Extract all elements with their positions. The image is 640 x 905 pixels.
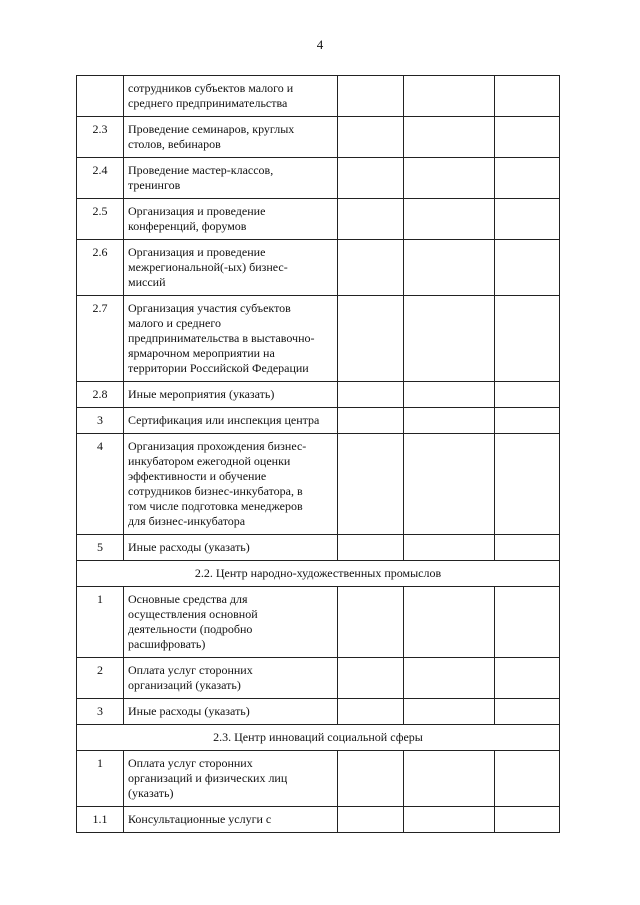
value-cell-1 bbox=[338, 117, 404, 158]
table-row bbox=[77, 658, 560, 699]
row-number: 2.4 bbox=[77, 158, 124, 199]
value-cell-1 bbox=[338, 382, 404, 408]
value-cell-3 bbox=[495, 296, 560, 382]
value-cell-2 bbox=[404, 199, 495, 240]
value-cell-2 bbox=[404, 535, 495, 561]
row-number: 2.7 bbox=[77, 296, 124, 382]
value-cell-3 bbox=[495, 699, 560, 725]
row-description: Оплата услуг сторонних организаций (указать) bbox=[124, 658, 338, 699]
value-cell-2 bbox=[404, 158, 495, 199]
value-cell-3 bbox=[495, 535, 560, 561]
value-cell-1 bbox=[338, 296, 404, 382]
value-cell-1 bbox=[338, 699, 404, 725]
row-number: 1 bbox=[77, 751, 124, 807]
row-description: Сертификация или инспекция центра bbox=[124, 408, 338, 434]
value-cell-1 bbox=[338, 408, 404, 434]
page-number: 4 bbox=[316, 37, 324, 52]
value-cell-3 bbox=[495, 117, 560, 158]
row-description: Организация и проведение межрегиональной(-ых) бизнес- миссий bbox=[124, 240, 338, 296]
row-number: 1 bbox=[77, 587, 124, 658]
table-row bbox=[77, 434, 560, 535]
row-number: 2 bbox=[77, 658, 124, 699]
table-row bbox=[77, 382, 560, 408]
value-cell-1 bbox=[338, 434, 404, 535]
value-cell-1 bbox=[338, 158, 404, 199]
value-cell-1 bbox=[338, 199, 404, 240]
value-cell-1 bbox=[338, 587, 404, 658]
row-description: Основные средства для осуществления основной деятельности (подробно расшифровать) bbox=[124, 587, 338, 658]
table-row bbox=[77, 158, 560, 199]
section-title: 2.2. Центр народно-художественных промыслов bbox=[77, 561, 560, 587]
value-cell-2 bbox=[404, 76, 495, 117]
row-description: Проведение мастер-классов, тренингов bbox=[124, 158, 338, 199]
value-cell-1 bbox=[338, 76, 404, 117]
value-cell-2 bbox=[404, 240, 495, 296]
value-cell-3 bbox=[495, 434, 560, 535]
table-row bbox=[77, 587, 560, 658]
row-description: Иные расходы (указать) bbox=[124, 699, 338, 725]
table-row bbox=[77, 117, 560, 158]
row-description: сотрудников субъектов малого и среднего предпринимательства bbox=[124, 76, 338, 117]
value-cell-1 bbox=[338, 751, 404, 807]
row-description: Консультационные услуги с bbox=[124, 807, 338, 833]
value-cell-3 bbox=[495, 76, 560, 117]
value-cell-1 bbox=[338, 535, 404, 561]
value-cell-3 bbox=[495, 240, 560, 296]
table-row bbox=[77, 699, 560, 725]
row-description: Иные расходы (указать) bbox=[124, 535, 338, 561]
row-number: 4 bbox=[77, 434, 124, 535]
section-title: 2.3. Центр инноваций социальной сферы bbox=[77, 725, 560, 751]
value-cell-2 bbox=[404, 296, 495, 382]
value-cell-2 bbox=[404, 382, 495, 408]
value-cell-3 bbox=[495, 408, 560, 434]
value-cell-1 bbox=[338, 807, 404, 833]
table-row bbox=[77, 76, 560, 117]
value-cell-3 bbox=[495, 587, 560, 658]
row-number: 2.8 bbox=[77, 382, 124, 408]
section-row bbox=[77, 725, 560, 751]
row-description: Оплата услуг сторонних организаций и физических лиц (указать) bbox=[124, 751, 338, 807]
budget-table-body bbox=[77, 76, 560, 833]
value-cell-3 bbox=[495, 199, 560, 240]
table-row bbox=[77, 751, 560, 807]
value-cell-2 bbox=[404, 434, 495, 535]
row-description: Иные мероприятия (указать) bbox=[124, 382, 338, 408]
table-row bbox=[77, 240, 560, 296]
value-cell-3 bbox=[495, 158, 560, 199]
row-number: 2.6 bbox=[77, 240, 124, 296]
budget-table bbox=[76, 75, 560, 833]
row-number: 3 bbox=[77, 699, 124, 725]
value-cell-3 bbox=[495, 382, 560, 408]
row-number: 5 bbox=[77, 535, 124, 561]
row-description: Организация и проведение конференций, форумов bbox=[124, 199, 338, 240]
value-cell-3 bbox=[495, 658, 560, 699]
value-cell-2 bbox=[404, 699, 495, 725]
table-row bbox=[77, 807, 560, 833]
value-cell-2 bbox=[404, 807, 495, 833]
value-cell-2 bbox=[404, 751, 495, 807]
row-number: 3 bbox=[77, 408, 124, 434]
row-description: Организация прохождения бизнес- инкубатором ежегодной оценки эффективности и обучение сотрудников бизнес-инкубатора, в том числе подготовка менеджеров для бизнес-инкубатора bbox=[124, 434, 338, 535]
row-description: Организация участия субъектов малого и среднего предпринимательства в выставочно- ярмарочном мероприятии на территории Российской Федерации bbox=[124, 296, 338, 382]
value-cell-3 bbox=[495, 807, 560, 833]
value-cell-2 bbox=[404, 658, 495, 699]
value-cell-3 bbox=[495, 751, 560, 807]
table-row bbox=[77, 296, 560, 382]
value-cell-1 bbox=[338, 658, 404, 699]
row-number bbox=[77, 76, 124, 117]
row-number: 1.1 bbox=[77, 807, 124, 833]
table-row bbox=[77, 408, 560, 434]
value-cell-2 bbox=[404, 408, 495, 434]
value-cell-2 bbox=[404, 587, 495, 658]
section-row bbox=[77, 561, 560, 587]
value-cell-1 bbox=[338, 240, 404, 296]
table-row bbox=[77, 199, 560, 240]
row-number: 2.3 bbox=[77, 117, 124, 158]
table-row bbox=[77, 535, 560, 561]
value-cell-2 bbox=[404, 117, 495, 158]
row-number: 2.5 bbox=[77, 199, 124, 240]
row-description: Проведение семинаров, круглых столов, вебинаров bbox=[124, 117, 338, 158]
